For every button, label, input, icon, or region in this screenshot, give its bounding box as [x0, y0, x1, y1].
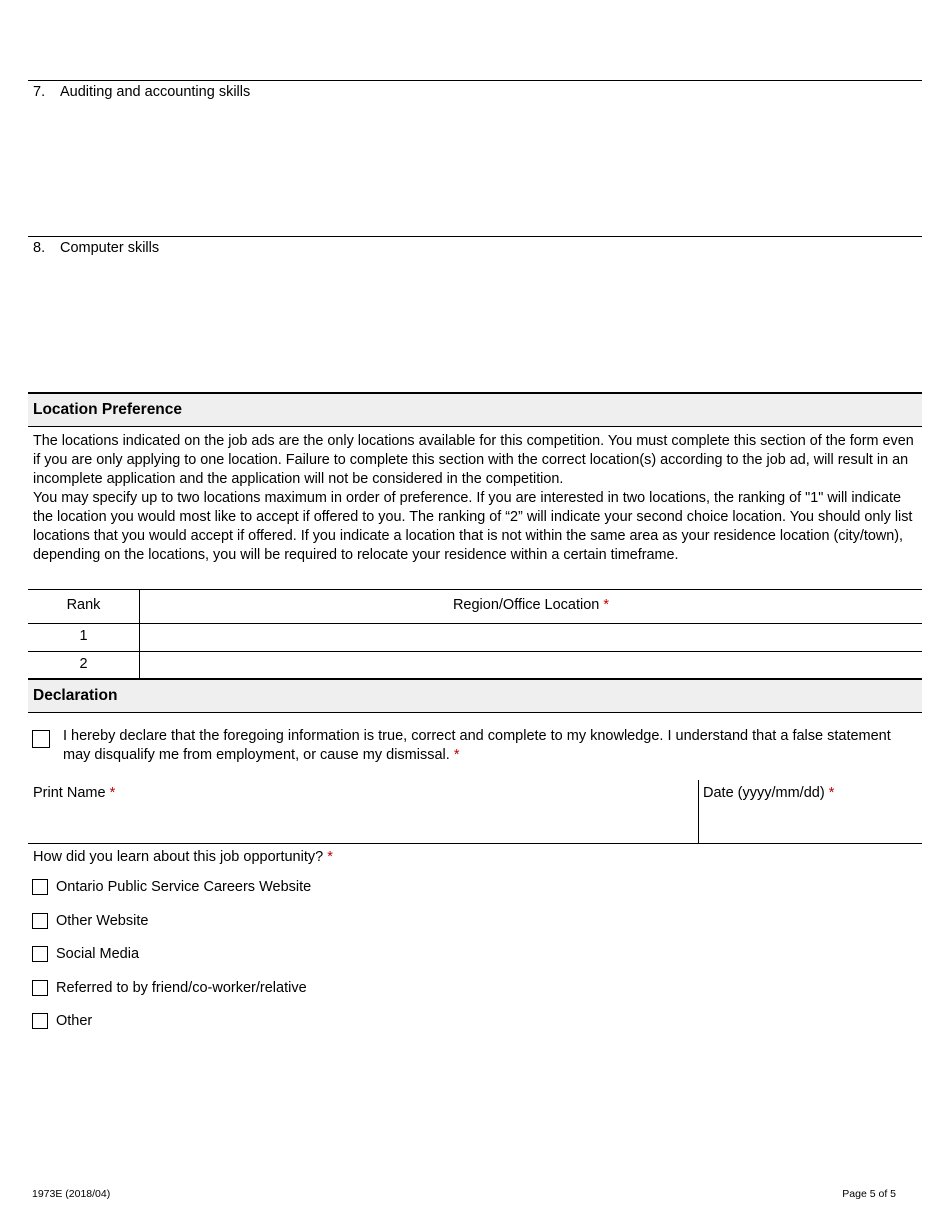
- location-table-row-rule: [28, 651, 922, 652]
- question-8-answer-field[interactable]: [60, 260, 910, 388]
- declaration-heading-rule: [28, 712, 922, 713]
- date-required-mark: *: [828, 785, 835, 801]
- option-ops-careers-website: Ontario Public Service Careers Website: [56, 879, 312, 895]
- location-preference-heading: [28, 394, 922, 426]
- question-8-number: 8.: [33, 240, 46, 256]
- location-header-text: Region/Office Location: [452, 597, 600, 613]
- option-referred: Referred to by friend/co-worker/relative: [56, 980, 307, 996]
- declaration-required-mark: *: [453, 747, 460, 763]
- location-paragraph-1: The locations indicated on the job ads are the only locations available for this competition. You must complete this section of the form even if you are only applying to one location. Failure to complete this section with the correct location(s) according to the job ad, will result in an incomplete application and the application will not be considered in the competition.: [33, 433, 914, 487]
- name-date-divider: [698, 780, 699, 843]
- option-social-media: Social Media: [56, 946, 140, 962]
- form-id: 1973E (2018/04): [32, 1188, 111, 1200]
- print-name-required-mark: *: [109, 785, 116, 801]
- question-7-number: 7.: [33, 84, 46, 100]
- location-input-1[interactable]: [142, 625, 920, 650]
- location-input-2[interactable]: [142, 653, 920, 677]
- date-input[interactable]: [702, 806, 918, 840]
- declaration-statement: [63, 727, 913, 765]
- option-other-website: Other Website: [56, 913, 149, 929]
- declaration-checkbox[interactable]: [32, 730, 50, 748]
- checkbox-social-media[interactable]: [32, 946, 48, 962]
- rank-column-header: [28, 597, 139, 613]
- question-8-text: Computer skills: [60, 240, 160, 256]
- question-7-answer-field[interactable]: [60, 104, 910, 232]
- divider-q7: [28, 80, 922, 81]
- rank-cell-1: 1: [79, 628, 88, 644]
- checkbox-referred[interactable]: [32, 980, 48, 996]
- job-source-question: [33, 849, 333, 865]
- print-name-text: Print Name: [33, 785, 106, 801]
- print-name-label: [33, 785, 115, 801]
- date-label-text: Date (yyyy/mm/dd): [703, 785, 825, 801]
- divider-q8: [28, 236, 922, 237]
- signature-bottom-rule: [28, 843, 922, 844]
- location-preference-title: Location Preference: [33, 401, 183, 418]
- declaration-heading: [28, 680, 922, 712]
- question-7-label: [33, 84, 250, 100]
- job-source-required-mark: *: [327, 849, 333, 865]
- declaration-statement-text: I hereby declare that the foregoing information is true, correct and complete to my knowledge. I understand that a false statement may disqualify me from employment, or cause my dismissal.: [63, 728, 891, 763]
- rank-header-text: Rank: [66, 597, 101, 613]
- location-table-top-rule: [28, 589, 922, 590]
- rank-cell-2: 2: [79, 656, 88, 672]
- question-8-label: [33, 240, 159, 256]
- location-column-header: [140, 597, 922, 613]
- option-other: Other: [56, 1013, 93, 1029]
- location-paragraph-2: You may specify up to two locations maximum in order of preference. If you are interested in two locations, the ranking of "1" will indicate the location you would most like to accept if offered to you. The ranking of “2” will indicate your second choice location. You should only list locations that you would accept if offered. If you indicate a location that is not within the same area as your residence location (city/town), depending on the locations, you will be required to relocate your residence within a certain timeframe.: [33, 490, 913, 563]
- location-required-mark: *: [603, 597, 610, 613]
- location-table-header-rule: [28, 623, 922, 624]
- question-7-text: Auditing and accounting skills: [60, 84, 251, 100]
- checkbox-ops-careers-website[interactable]: [32, 879, 48, 895]
- checkbox-other[interactable]: [32, 1013, 48, 1029]
- job-source-question-text: How did you learn about this job opportunity?: [33, 849, 324, 865]
- checkbox-other-website[interactable]: [32, 913, 48, 929]
- print-name-input[interactable]: [30, 806, 694, 840]
- location-heading-rule: [28, 426, 922, 427]
- declaration-title: Declaration: [33, 687, 118, 704]
- page-number: Page 5 of 5: [842, 1188, 896, 1200]
- date-label: [703, 785, 834, 801]
